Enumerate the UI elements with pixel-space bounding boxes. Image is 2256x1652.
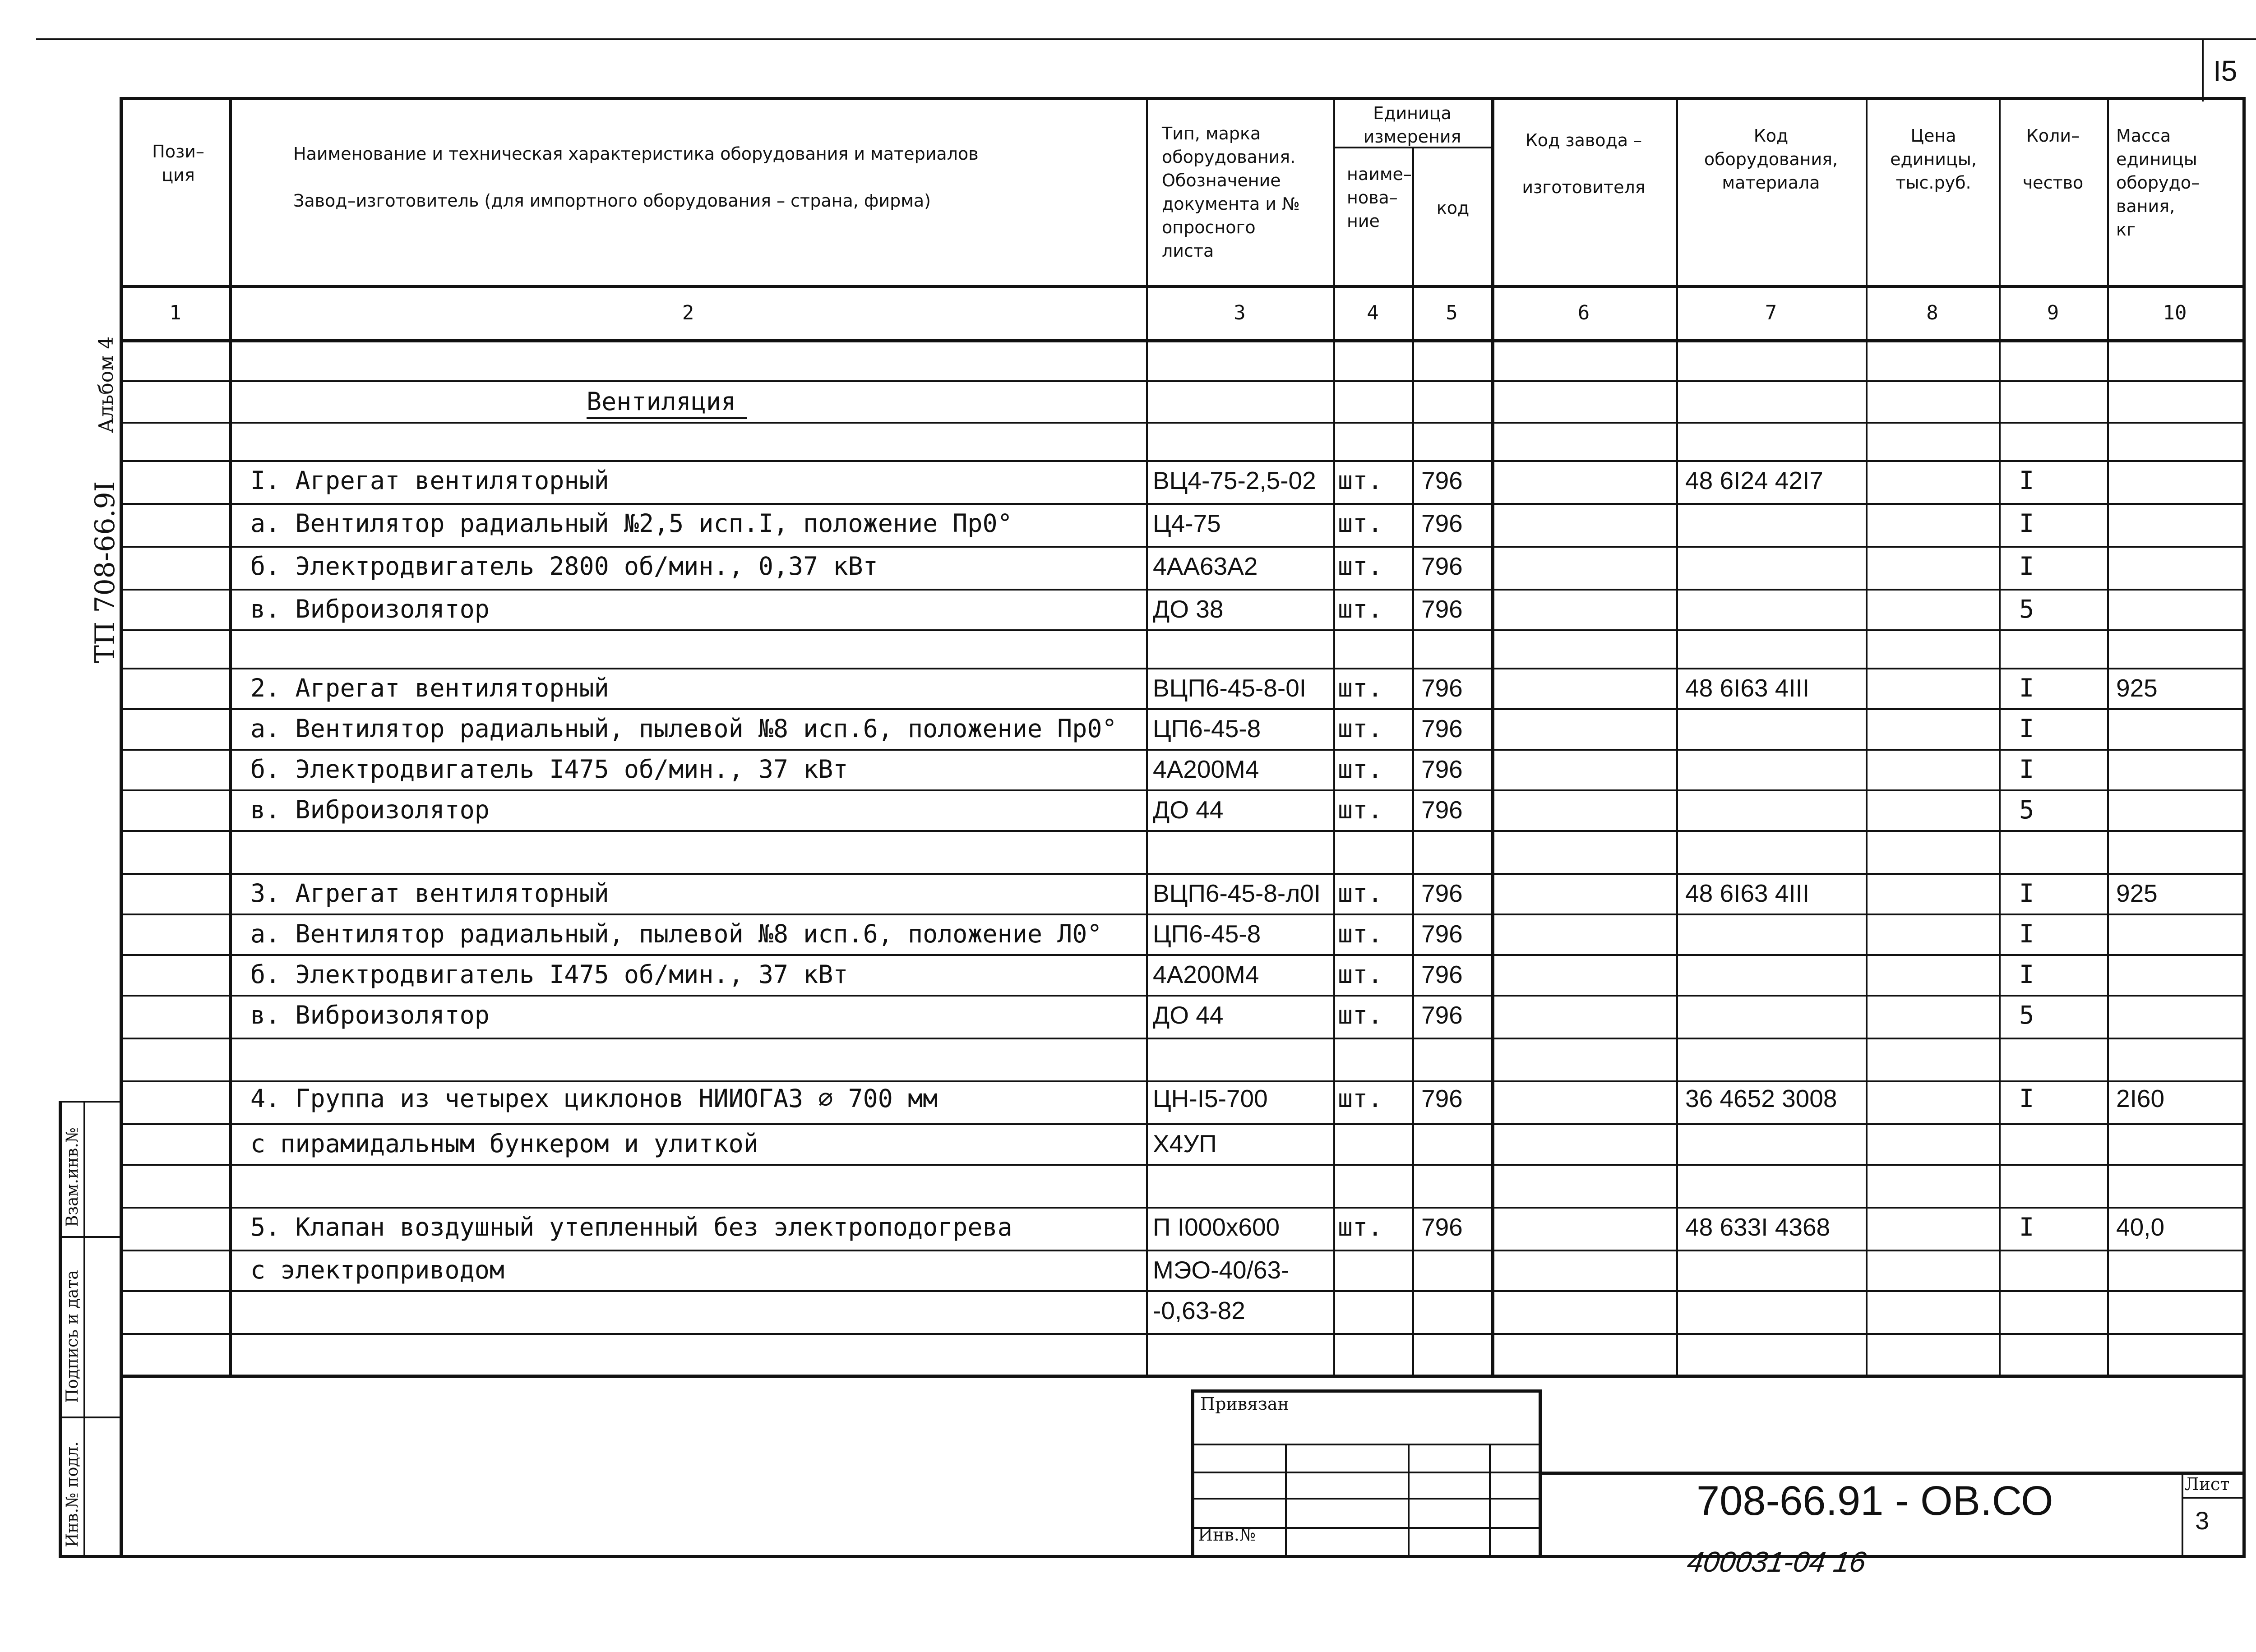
row-name: I. Агрегат вентиляторный: [250, 466, 609, 495]
row-line: [120, 789, 2245, 791]
row-mass: 925: [2116, 674, 2158, 702]
row-line: [120, 1290, 2245, 1292]
row-name: 3. Агрегат вентиляторный: [250, 879, 609, 908]
row-type: Ц4-75: [1153, 509, 1221, 537]
sheet-cell-line: [2182, 1497, 2245, 1499]
stamp-strip-line: [59, 1236, 120, 1238]
col-number-5: 5: [1446, 301, 1458, 324]
row-eq-code: 48 6I63 4III: [1685, 879, 1810, 907]
row-qty: I: [2019, 509, 2034, 538]
col-sep-3: [1333, 97, 1335, 1376]
title-block-vline: [1489, 1444, 1491, 1556]
col-header-10: Масса единицы оборудо– вания, кг: [2116, 126, 2200, 240]
row-eq-code: 48 6I24 42I7: [1685, 466, 1823, 494]
section-title: Вентиляция: [587, 386, 747, 419]
row-line: [120, 546, 2245, 548]
row-line: [120, 380, 2245, 382]
row-line: [120, 1123, 2245, 1125]
row-unit: шт.: [1338, 795, 1383, 824]
row-qty: I: [2019, 960, 2034, 989]
unit-group-header: Единица измерения: [1363, 103, 1461, 147]
row-qty: I: [2019, 1213, 2034, 1241]
row-qty: 5: [2019, 595, 2034, 623]
col-header-3: Тип, марка оборудования. Обозначение документа и № опросного листа: [1162, 124, 1300, 261]
col-number-8: 8: [1926, 301, 1938, 324]
col-sep-7: [1866, 97, 1868, 1376]
row-unit: шт.: [1338, 466, 1383, 495]
row-unit: шт.: [1338, 1213, 1383, 1241]
row-code: 796: [1421, 1084, 1463, 1112]
row-type: ВЦ4-75-2,5-02: [1153, 466, 1316, 494]
col-sep-1: [229, 97, 232, 1376]
col-header-7: Код оборудования, материала: [1704, 126, 1838, 193]
col-header-5: код: [1436, 198, 1470, 218]
col-number-4: 4: [1367, 301, 1379, 324]
row-eq-code: 48 6I63 4III: [1685, 674, 1810, 702]
row-unit: шт.: [1338, 755, 1383, 784]
row-name: б. Электродвигатель I475 об/мин., 37 кВт: [250, 960, 848, 989]
row-line: [120, 873, 2245, 875]
col-number-3: 3: [1234, 301, 1246, 324]
row-code: 796: [1421, 595, 1463, 623]
col-sep-5: [1491, 97, 1494, 1376]
row-type: ЦП6-45-8: [1153, 920, 1261, 948]
row-line: [120, 830, 2245, 832]
row-line: [120, 1038, 2245, 1039]
row-type: 4А200М4: [1153, 960, 1259, 988]
title-block-line: [1191, 1444, 1541, 1445]
row-code: 796: [1421, 509, 1463, 537]
sheet-value: 3: [2195, 1506, 2210, 1535]
row-unit: шт.: [1338, 1001, 1383, 1029]
title-block-vline: [1285, 1444, 1287, 1556]
row-type: ВЦП6-45-8-л0I: [1153, 879, 1321, 907]
title-block-vline: [1408, 1444, 1410, 1556]
col-header-8: Цена единицы, тыс.руб.: [1890, 126, 1977, 193]
col-sep-6: [1676, 97, 1678, 1376]
row-line: [120, 1080, 2245, 1082]
col-header-9: Коли– чество: [2022, 126, 2084, 193]
sheet-cell-left: [2182, 1472, 2183, 1555]
title-block-top: [1191, 1389, 1541, 1393]
row-line: [120, 503, 2245, 505]
row-line: [120, 460, 2245, 462]
row-line: [120, 749, 2245, 751]
row-code: 796: [1421, 796, 1463, 824]
stamp-strip-left: [59, 1101, 62, 1556]
col-number-2: 2: [682, 301, 694, 324]
col-number-6: 6: [1577, 301, 1590, 324]
row-code: 796: [1421, 715, 1463, 743]
row-line: [120, 1333, 2245, 1335]
row-name: 5. Клапан воздушный утепленный без электроподогрева: [250, 1213, 1012, 1241]
row-mass: 40,0: [2116, 1213, 2165, 1241]
row-unit: шт.: [1338, 595, 1383, 623]
row-qty: I: [2019, 714, 2034, 743]
stamp-strip-line: [59, 1417, 120, 1418]
row-qty: I: [2019, 674, 2034, 702]
row-unit: шт.: [1338, 960, 1383, 989]
row-type: ВЦП6-45-8-0I: [1153, 674, 1307, 702]
row-line: [120, 708, 2245, 710]
col-header-2: Наименование и техническая характеристика оборудования и материалов Завод–изготовитель (для импортного оборудования – страна, фирма): [293, 144, 979, 211]
col-header-6: Код завода – изготовителя: [1522, 130, 1646, 197]
album-label: Альбом 4: [95, 336, 118, 433]
row-name: 4. Группа из четырех циклонов НИИОГАЗ ∅ 700 мм: [250, 1084, 938, 1113]
numbers-bottom-line: [120, 339, 2245, 342]
inv-label: Инв.№: [1198, 1525, 1256, 1545]
row-line: [120, 668, 2245, 669]
stamp-label-replace: Взам.инв.№: [63, 1127, 82, 1227]
row-type: Х4УП: [1153, 1130, 1217, 1158]
project-label: ТП 708-66.9I: [89, 481, 121, 663]
row-line: [120, 629, 2245, 631]
row-line: [120, 1164, 2245, 1166]
row-unit: шт.: [1338, 714, 1383, 743]
row-name: а. Вентилятор радиальный, пылевой №8 исп.6, положение Л0°: [250, 919, 1102, 948]
row-code: 796: [1421, 674, 1463, 702]
table-end-line: [120, 1375, 2245, 1378]
row-type: П I000х600: [1153, 1213, 1280, 1241]
title-block-line: [1191, 1472, 1541, 1473]
row-type: 4АА63А2: [1153, 552, 1258, 580]
table-right-border: [2242, 97, 2246, 1556]
row-code: 796: [1421, 960, 1463, 988]
col-sep-4: [1412, 147, 1414, 1376]
row-type: -0,63-82: [1153, 1297, 1245, 1324]
row-line: [120, 954, 2245, 956]
col-number-9: 9: [2047, 301, 2059, 324]
row-code: 796: [1421, 879, 1463, 907]
stamp-label-signature: Подпись и дата: [63, 1270, 82, 1403]
row-eq-code: 48 633I 4368: [1685, 1213, 1831, 1241]
row-line: [120, 1207, 2245, 1209]
col-sep-2: [1146, 97, 1148, 1376]
archive-note: 400031-04 16: [1685, 1546, 1868, 1578]
row-code: 796: [1421, 755, 1463, 783]
row-name: с пирамидальным бункером и улиткой: [250, 1129, 758, 1158]
row-code: 796: [1421, 1213, 1463, 1241]
row-name: в. Виброизолятор: [250, 1001, 490, 1029]
row-line: [120, 589, 2245, 591]
row-line: [120, 1250, 2245, 1251]
header-bottom-line: [120, 285, 2245, 288]
sheet-label: Лист: [2185, 1474, 2230, 1494]
document-code: 708-66.91 - ОВ.СО: [1697, 1478, 2053, 1524]
table-top-border: [120, 97, 2245, 100]
row-code: 796: [1421, 552, 1463, 580]
row-qty: 5: [2019, 1001, 2034, 1029]
title-block-line: [1191, 1498, 1541, 1500]
col-header-1: Пози– ция: [152, 142, 204, 185]
col-sep-8: [1999, 97, 2001, 1376]
col-number-7: 7: [1765, 301, 1777, 324]
row-qty: I: [2019, 755, 2034, 784]
row-unit: шт.: [1338, 919, 1383, 948]
col-header-4: наиме– нова– ние: [1347, 164, 1412, 231]
row-mass: 2I60: [2116, 1084, 2165, 1112]
title-block-code-top: [1539, 1472, 2245, 1475]
row-name: б. Электродвигатель I475 об/мин., 37 кВт: [250, 755, 848, 784]
bound-label: Привязан: [1200, 1394, 1289, 1414]
row-qty: I: [2019, 552, 2034, 581]
row-unit: шт.: [1338, 879, 1383, 908]
row-name: б. Электродвигатель 2800 об/мин., 0,37 кВт: [250, 552, 878, 581]
stamp-strip-mid: [83, 1101, 85, 1556]
row-mass: 925: [2116, 879, 2158, 907]
row-name: 2. Агрегат вентиляторный: [250, 674, 609, 702]
sheet-box-divider: [2202, 38, 2204, 102]
sheet-number: I5: [2213, 55, 2238, 87]
row-name: в. Виброизолятор: [250, 595, 490, 623]
row-line: [120, 422, 2245, 424]
row-type: МЭО-40/63-: [1153, 1256, 1290, 1284]
row-qty: I: [2019, 879, 2034, 908]
row-line: [120, 914, 2245, 915]
row-type: ДО 44: [1153, 796, 1224, 824]
stamp-label-inventory: Инв.№ подл.: [63, 1441, 82, 1547]
row-name: а. Вентилятор радиальный №2,5 исп.I, положение Пр0°: [250, 509, 1012, 538]
row-unit: шт.: [1338, 1084, 1383, 1113]
row-type: ДО 44: [1153, 1001, 1224, 1029]
row-type: 4А200М4: [1153, 755, 1259, 783]
row-name: с электроприводом: [250, 1255, 504, 1284]
col-number-1: 1: [169, 301, 181, 324]
row-unit: шт.: [1338, 509, 1383, 538]
row-qty: 5: [2019, 795, 2034, 824]
row-code: 796: [1421, 1001, 1463, 1029]
row-type: ЦН-I5-700: [1153, 1084, 1268, 1112]
row-line: [120, 995, 2245, 997]
row-unit: шт.: [1338, 552, 1383, 581]
row-name: а. Вентилятор радиальный, пылевой №8 исп.6, положение Пр0°: [250, 714, 1117, 743]
row-qty: I: [2019, 919, 2034, 948]
row-qty: I: [2019, 1084, 2034, 1113]
table-bottom-border: [59, 1555, 2246, 1558]
row-name: в. Виброизолятор: [250, 795, 490, 824]
row-type: ДО 38: [1153, 595, 1224, 623]
col-sep-9: [2107, 97, 2109, 1376]
row-code: 796: [1421, 466, 1463, 494]
top-border: [36, 38, 2256, 40]
col-number-10: 10: [2163, 301, 2187, 324]
row-code: 796: [1421, 920, 1463, 948]
row-qty: I: [2019, 466, 2034, 495]
row-unit: шт.: [1338, 674, 1383, 702]
stamp-strip-line: [59, 1101, 120, 1103]
row-type: ЦП6-45-8: [1153, 715, 1261, 743]
row-eq-code: 36 4652 3008: [1685, 1084, 1837, 1112]
